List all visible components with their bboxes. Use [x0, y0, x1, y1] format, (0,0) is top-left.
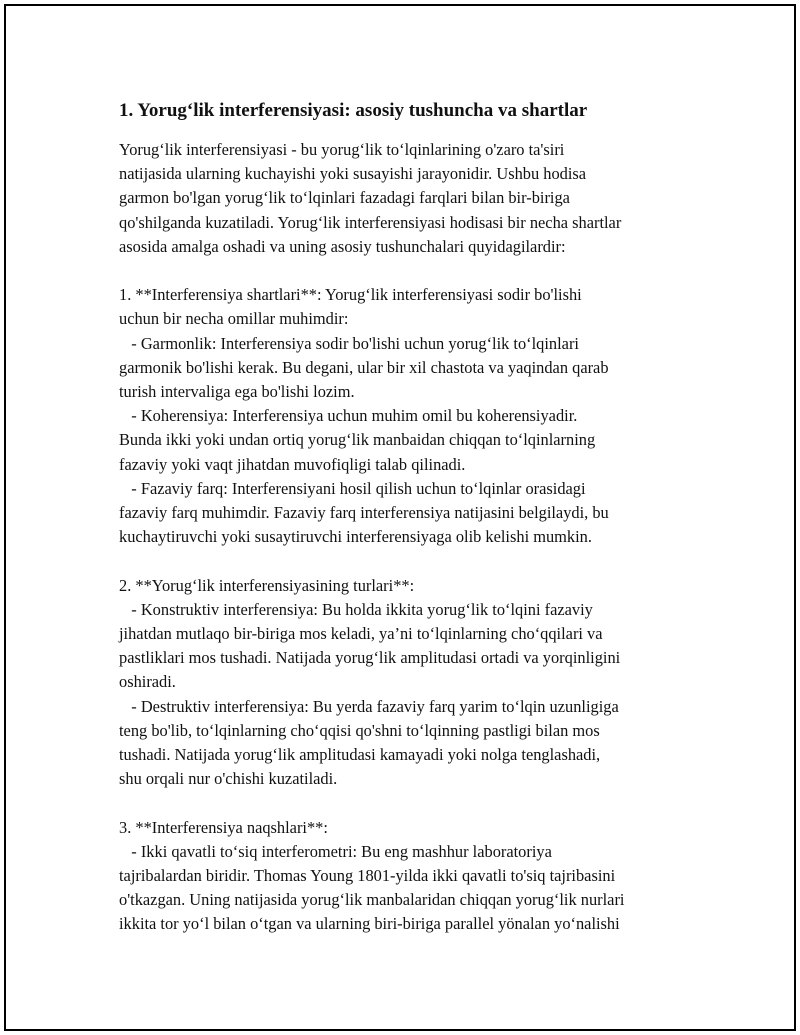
text-line: 3. **Interferensiya naqshlari**:: [119, 817, 328, 837]
text-line: ikkita tor yo‘l bilan o‘tgan va ularning biri-biriga parallel yönalan yo‘nalishi: [119, 914, 620, 934]
text-line: qo'shilganda kuzatiladi. Yorug‘lik interferensiyasi hodisasi bir necha shartlar: [119, 212, 622, 232]
text-line: Yorug‘lik interferensiyasi - bu yorug‘lik to‘lqinlarining o'zaro ta'siri: [119, 140, 565, 159]
text-line: - Konstruktiv interferensiya: Bu holda ikkita yorug‘lik to‘lqini fazaviy: [119, 599, 593, 619]
text-line: teng bo'lib, to‘lqinlarning cho‘qqisi qo'shni to‘lqinning pastligi bilan mos: [119, 720, 600, 740]
paragraph-gap: [119, 259, 699, 283]
text-line: jihatdan mutlaqo bir-biriga mos keladi, ya’ni to‘lqinlarning cho‘qqilari va: [119, 624, 603, 644]
document-title: 1. Yorug‘lik interferensiyasi: asosiy tushuncha va shartlar: [119, 100, 588, 121]
text-line: pastliklari mos tushadi. Natijada yorug‘lik amplitudasi ortadi va yorqinligini: [119, 648, 621, 668]
text-line: - Garmonlik: Interferensiya sodir bo'lishi uchun yorug‘lik to‘lqinlari: [119, 333, 579, 353]
text-line: natijasida ularning kuchayishi yoki susayishi jarayonidir. Ushbu hodisa: [119, 164, 587, 184]
text-line: fazaviy farq muhimdir. Fazaviy farq interferensiya natijasini belgilaydi, bu: [119, 503, 609, 523]
text-line: Bunda ikki yoki undan ortiq yorug‘lik manbaidan chiqqan to‘lqinlarning: [119, 430, 596, 450]
paragraph-gap: [119, 549, 699, 573]
text-line: - Destruktiv interferensiya: Bu yerda fazaviy farq yarim to‘lqin uzunligiga: [119, 696, 619, 716]
text-line: tajribalardan biridir. Thomas Young 1801-yilda ikki qavatli to'siq tajribasini: [119, 866, 616, 886]
text-line: asosida amalga oshadi va uning asosiy tushunchalari quyidagilardir:: [119, 236, 566, 256]
text-line: 2. **Yorug‘lik interferensiyasining turlari**:: [119, 575, 415, 595]
paragraph-patterns: [119, 816, 699, 937]
text-line: o'tkazgan. Uning natijasida yorug‘lik manbalaridan chiqqan yorug‘lik nurlari: [119, 890, 625, 910]
text-line: fazaviy yoki vaqt jihatdan muvofiqligi talab qilinadi.: [119, 454, 466, 474]
text-line: turish intervaliga ega bo'lishi lozim.: [119, 382, 355, 402]
text-line: kuchaytiruvchi yoki susaytiruvchi interferensiyaga olib kelishi mumkin.: [119, 527, 592, 547]
paragraph-gap: [119, 791, 699, 815]
paragraph-conditions: [119, 283, 699, 549]
text-line: garmon bo'lgan yorug‘lik to‘lqinlari fazadagi farqlari bilan bir-biriga: [119, 188, 570, 208]
paragraph-intro: [119, 138, 699, 259]
text-line: tushadi. Natijada yorug‘lik amplitudasi kamayadi yoki nolga tenglashadi,: [119, 745, 601, 765]
text-line: - Koherensiya: Interferensiya uchun muhim omil bu koherensiyadir.: [119, 406, 578, 426]
text-line: garmonik bo'lishi kerak. Bu degani, ular bir xil chastota va yaqindan qarab: [119, 357, 609, 377]
text-line: - Fazaviy farq: Interferensiyani hosil qilish uchun to‘lqinlar orasidagi: [119, 478, 586, 498]
text-line: uchun bir necha omillar muhimdir:: [119, 309, 349, 329]
text-line: oshiradi.: [119, 672, 176, 692]
text-line: shu orqali nur o'chishi kuzatiladi.: [119, 769, 338, 789]
document-page: [4, 4, 796, 1031]
document-content: [119, 98, 699, 937]
text-line: - Ikki qavatli to‘siq interferometri: Bu eng mashhur laboratoriya: [119, 841, 552, 861]
text-line: 1. **Interferensiya shartlari**: Yorug‘lik interferensiyasi sodir bo'lishi: [119, 285, 582, 305]
paragraph-types: [119, 574, 699, 792]
